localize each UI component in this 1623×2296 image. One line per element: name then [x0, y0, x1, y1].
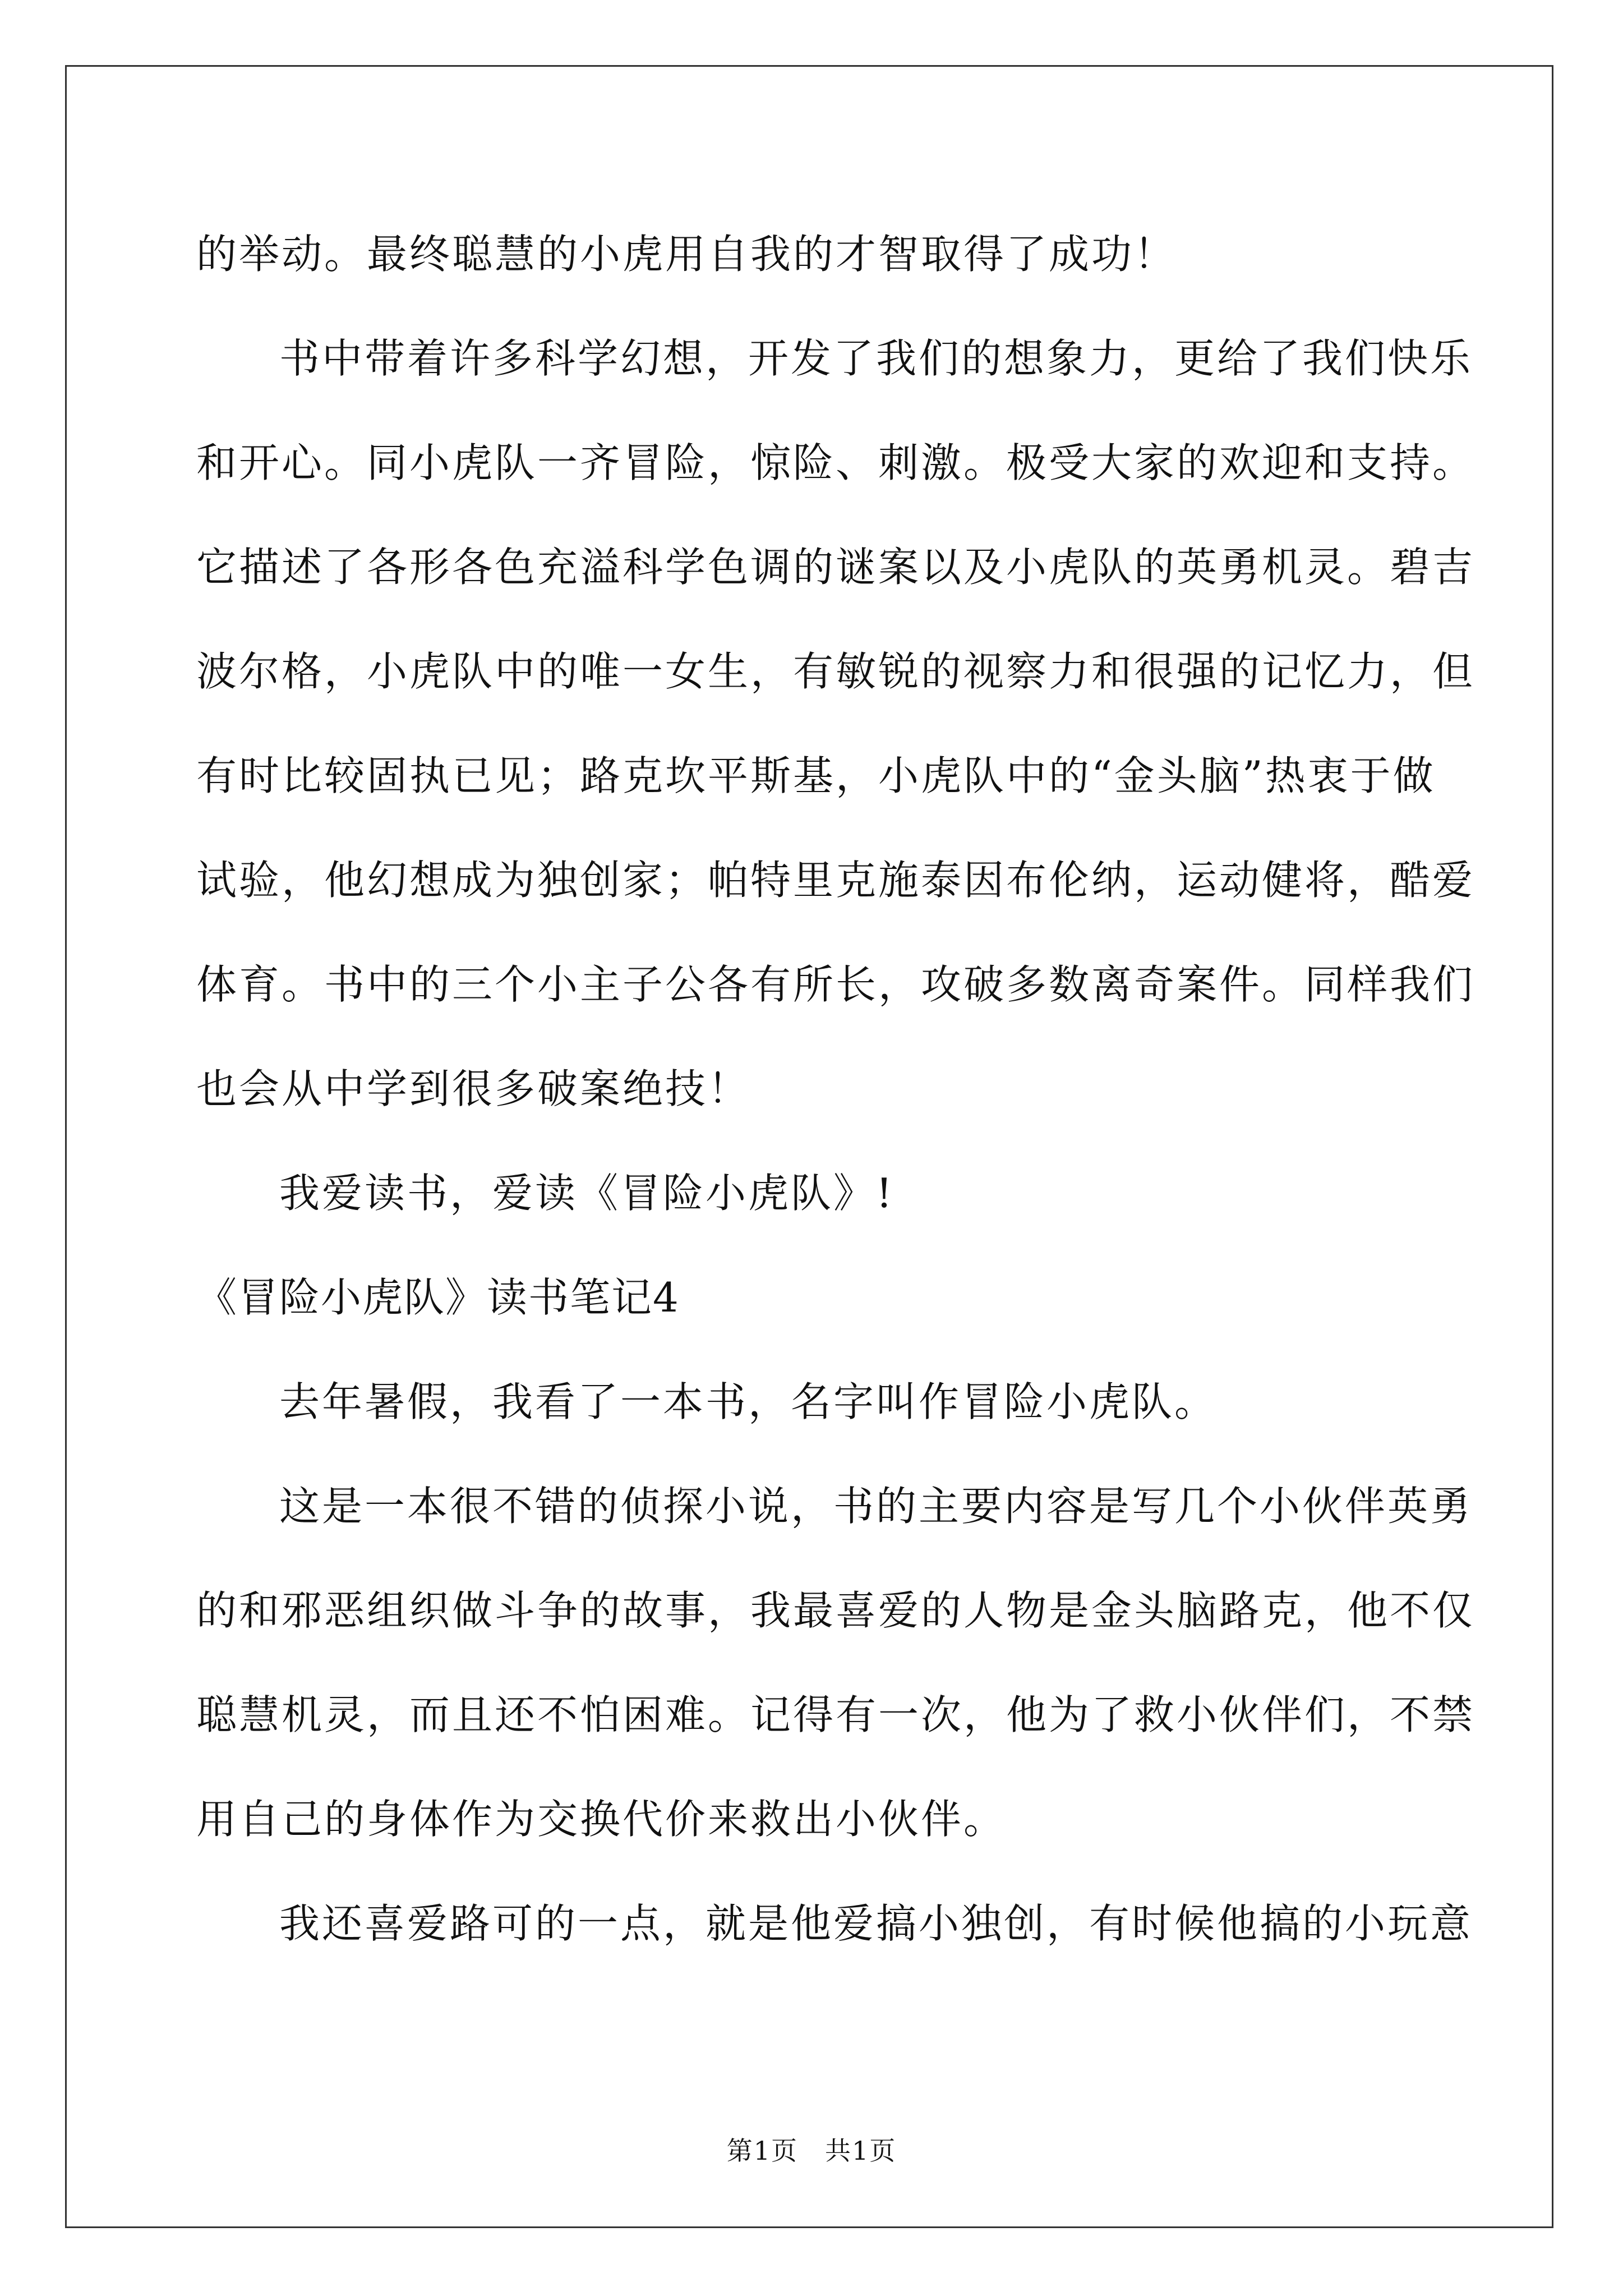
text-line: 试验，他幻想成为独创家；帕特里克施泰因布伦纳，运动健将，酷爱 — [196, 857, 1476, 904]
section-heading: 《冒险小虎队》读书笔记4 — [196, 1274, 680, 1321]
text-line: 的和邪恶组织做斗争的故事，我最喜爱的人物是金头脑路克，他不仅 — [196, 1587, 1476, 1634]
page-footer: 第1页 共1页 — [726, 2136, 897, 2166]
text-line: 波尔格，小虎队中的唯一女生，有敏锐的视察力和很强的记忆力，但 — [196, 648, 1476, 695]
text-line: 我爱读书，爱读《冒险小虎队》! — [279, 1170, 895, 1217]
text-line: 它描述了各形各色充溢科学色调的谜案以及小虎队的英勇机灵。碧吉 — [196, 544, 1476, 591]
text-line: 有时比较固执已见；路克坎平斯基，小虎队中的“金头脑”热衷于做 — [196, 752, 1436, 799]
text-line: 书中带着许多科学幻想，开发了我们的想象力，更给了我们快乐 — [279, 335, 1473, 382]
document-body — [196, 202, 1476, 1976]
text-line: 去年暑假，我看了一本书，名字叫作冒险小虎队。 — [279, 1378, 1218, 1425]
text-line: 和开心。同小虎队一齐冒险，惊险、刺激。极受大家的欢迎和支持。 — [196, 439, 1476, 486]
text-line: 聪慧机灵，而且还不怕困难。记得有一次，他为了救小伙伴们，不禁 — [196, 1691, 1476, 1738]
text-line: 我还喜爱路可的一点，就是他爱搞小独创，有时候他搞的小玩意 — [279, 1900, 1473, 1947]
text-line: 体育。书中的三个小主子公各有所长，攻破多数离奇案件。同样我们 — [196, 961, 1476, 1008]
text-line: 这是一本很不错的侦探小说，书的主要内容是写几个小伙伴英勇 — [279, 1483, 1473, 1530]
text-line: 也会从中学到很多破案绝技！ — [196, 1065, 751, 1112]
text-line: 用自己的身体作为交换代价来救出小伙伴。 — [196, 1796, 1007, 1843]
text-line: 的举动。最终聪慧的小虎用自我的才智取得了成功！ — [196, 231, 1177, 278]
